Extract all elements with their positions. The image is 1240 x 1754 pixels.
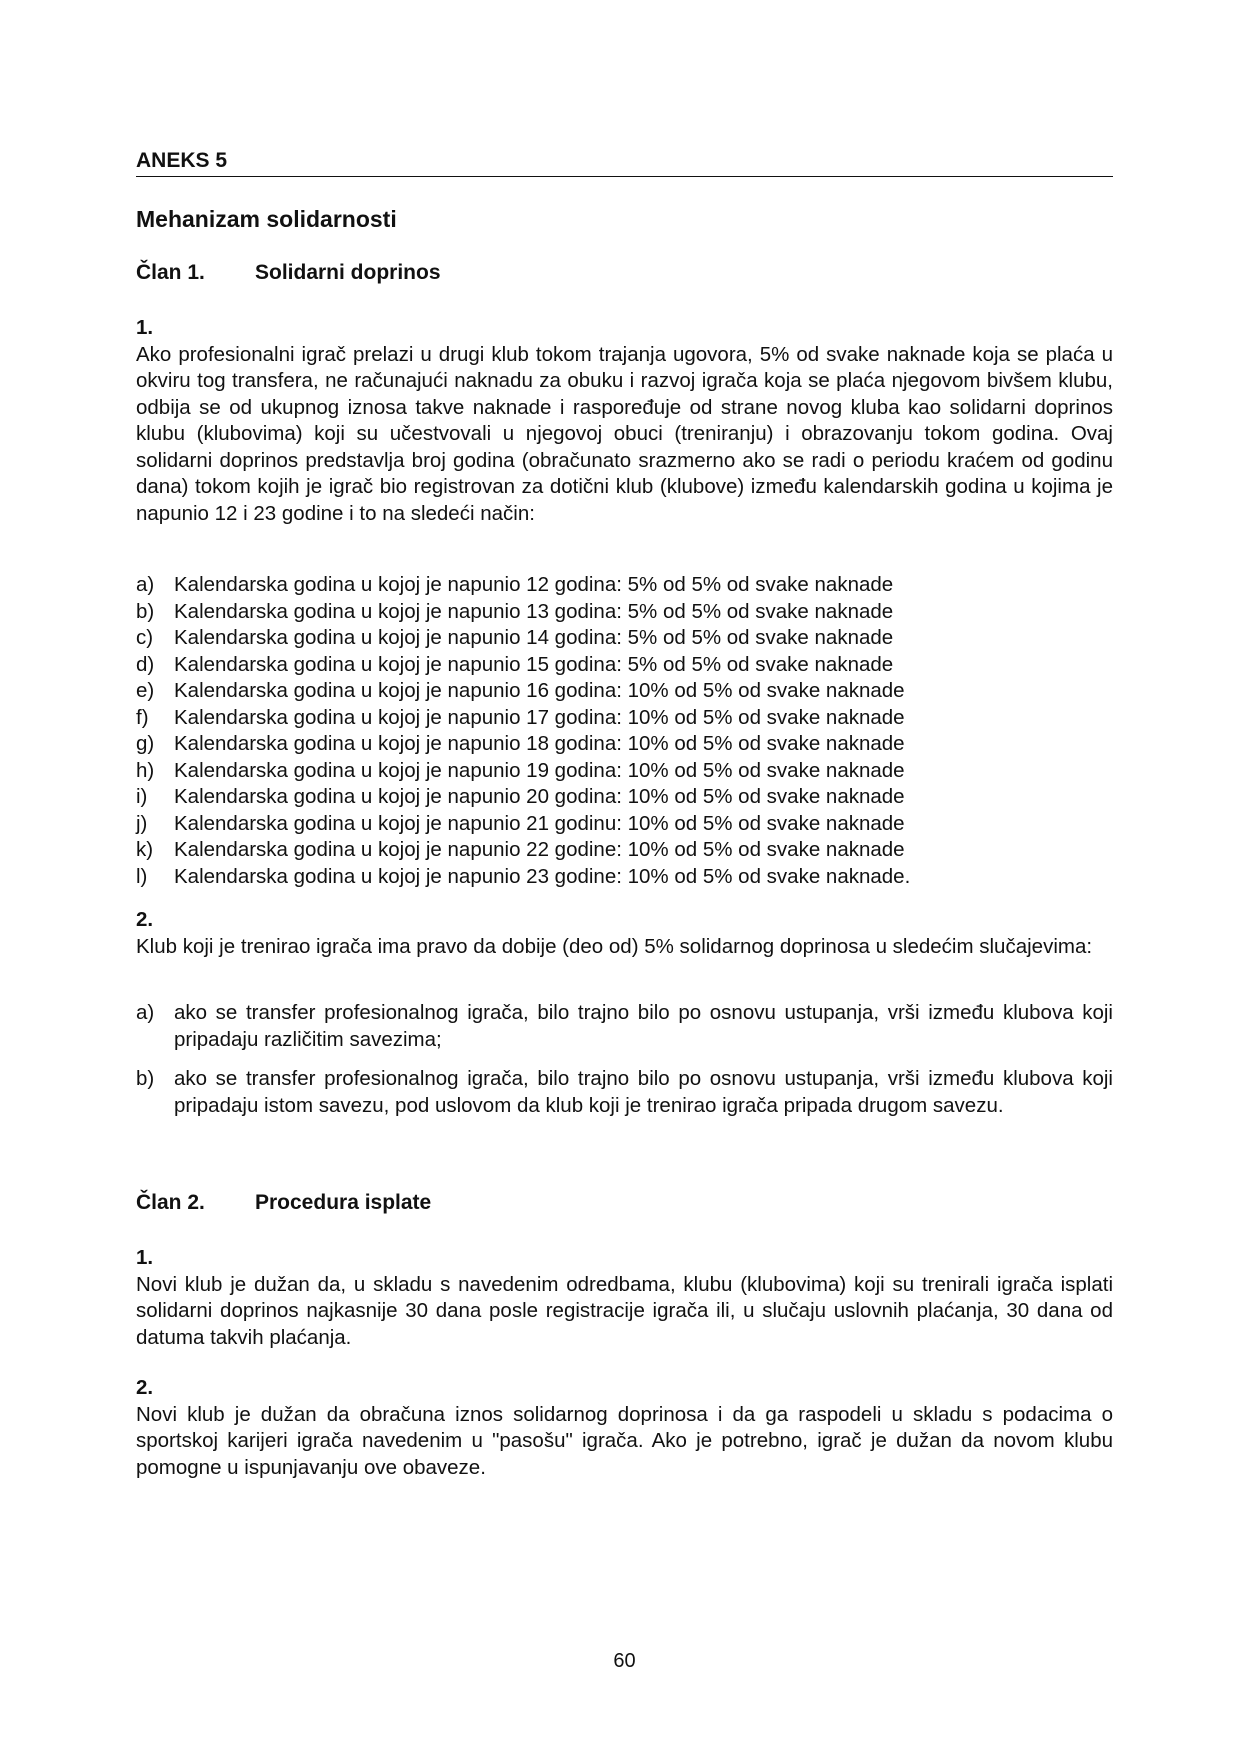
paragraph-number: 2. — [136, 908, 154, 931]
list-item — [136, 731, 1113, 758]
list-item-text: Kalendarska godina u kojoj je napunio 21 godinu: 10% od 5% od svake naknade — [174, 811, 905, 835]
list-item-text: ako se transfer profesionalnog igrača, bilo trajno bilo po osnovu ustupanja, vrši između klubova koji pripadaju istom savezu, pod uslovom da klub koji je trenirao igrača pripada drugom savezu. — [174, 1067, 1113, 1117]
article-2-number: Član 2. — [136, 1191, 205, 1214]
list-marker: k) — [136, 838, 154, 861]
list-marker: a) — [136, 573, 155, 596]
list-item — [136, 1066, 1113, 1119]
article-2-paragraph-1 — [136, 1245, 1113, 1351]
list-item-text: Kalendarska godina u kojoj je napunio 18 godina: 10% od 5% od svake naknade — [174, 732, 905, 755]
list-item-text: Kalendarska godina u kojoj je napunio 14 godina: 5% od 5% od svake naknade — [174, 626, 894, 649]
list-item-text: Kalendarska godina u kojoj je napunio 23 godine: 10% od 5% od svake naknade. — [174, 864, 911, 888]
list-item — [136, 811, 1113, 838]
article-1-paragraph-1 — [136, 315, 1113, 527]
paragraph-text: Ako profesionalni igrač prelazi u drugi klub tokom trajanja ugovora, 5% od svake naknade koja se plaća u okviru tog transfera, ne računajući naknadu za obuku i razvoj igrača koja se plaća njegovom bivšem klubu, odbija se od ukupnog iznosa takve naknade i raspoređuje od strane novog kluba kao solidarni doprinos klubu (klubovima) koji su učestvovali u njegovoj obuci (treniranju) i obrazovanju tokom godina. Ovaj solidarni doprinos predstavlja broj godina (obračunato srazmerno ako se radi o periodu kraćem od godinu dana) tokom kojih je igrač bio registrovan za dotični klub (klubove) između kalendarskih godina u kojima je napunio 12 i 23 godine i to na sledeći način: — [136, 342, 1113, 525]
list-item-text: ako se transfer profesionalnog igrača, bilo trajno bilo po osnovu ustupanja, vrši između klubova koji pripadaju različitim savezima; — [174, 1001, 1113, 1051]
list-item — [136, 784, 1113, 811]
list-item-text: Kalendarska godina u kojoj je napunio 20 godina: 10% od 5% od svake naknade — [174, 785, 905, 808]
list-item — [136, 652, 1113, 679]
list-item — [136, 678, 1113, 705]
list-marker: h) — [136, 758, 155, 782]
list-marker: g) — [136, 732, 155, 755]
list-item — [136, 1000, 1113, 1053]
list-marker: f) — [136, 705, 149, 729]
list-item — [136, 572, 1113, 599]
list-item-text: Kalendarska godina u kojoj je napunio 19 godina: 10% od 5% od svake naknade — [174, 758, 905, 782]
article-1-heading — [136, 260, 441, 286]
list-item — [136, 864, 1113, 891]
list-item-text: Kalendarska godina u kojoj je napunio 13 godina: 5% od 5% od svake naknade — [174, 599, 894, 623]
paragraph-number: 2. — [136, 1376, 154, 1399]
article-2-heading — [136, 1190, 431, 1216]
list-item-text: Kalendarska godina u kojoj je napunio 15 godina: 5% od 5% od svake naknade — [174, 652, 894, 676]
list-item — [136, 599, 1113, 626]
list-marker: i) — [136, 785, 148, 808]
document-title: Mehanizam solidarnosti — [136, 206, 397, 232]
article-1-number: Član 1. — [136, 261, 205, 284]
list-marker: b) — [136, 1067, 155, 1090]
age-percentage-list — [136, 572, 1113, 890]
entitlement-cases-list — [136, 1000, 1113, 1132]
list-marker: c) — [136, 626, 154, 649]
page-number: 60 — [613, 1650, 636, 1672]
paragraph-number: 1. — [136, 1246, 154, 1269]
list-item-text: Kalendarska godina u kojoj je napunio 22 godine: 10% od 5% od svake naknade — [174, 838, 905, 861]
list-marker: a) — [136, 1001, 155, 1024]
paragraph-number: 1. — [136, 316, 154, 339]
list-marker: e) — [136, 679, 155, 702]
article-2-title: Procedura isplate — [255, 1191, 432, 1214]
paragraph-text: Klub koji je trenirao igrača ima pravo da dobije (deo od) 5% solidarnog doprinosa u sledećim slučajevima: — [136, 934, 1093, 958]
list-item — [136, 837, 1113, 864]
list-item — [136, 705, 1113, 732]
paragraph-text: Novi klub je dužan da obračuna iznos solidarnog doprinosa i da ga raspodeli u skladu s podacima o sportskoj karijeri igrača navedenim u "pasošu" igrača. Ako je potrebno, igrač je dužan da novom klubu pomogne u ispunjavanju ove obaveze. — [136, 1402, 1113, 1479]
paragraph-text: Novi klub je dužan da, u skladu s navedenim odredbama, klubu (klubovima) koji su trenirali igrača isplati solidarni doprinos najkasnije 30 dana posle registracije igrača ili, u slučaju uslovnih plaćanja, 30 dana od datuma takvih plaćanja. — [136, 1272, 1113, 1349]
article-1-paragraph-2 — [136, 907, 1113, 960]
list-marker: j) — [136, 811, 148, 835]
article-1-title: Solidarni doprinos — [255, 261, 441, 284]
list-item-text: Kalendarska godina u kojoj je napunio 12 godina: 5% od 5% od svake naknade — [174, 573, 894, 596]
list-marker: b) — [136, 599, 155, 623]
list-item-text: Kalendarska godina u kojoj je napunio 17 godina: 10% od 5% od svake naknade — [174, 705, 905, 729]
list-marker: l) — [136, 864, 148, 888]
list-item-text: Kalendarska godina u kojoj je napunio 16 godina: 10% od 5% od svake naknade — [174, 679, 905, 702]
list-item — [136, 758, 1113, 785]
article-2-paragraph-2 — [136, 1375, 1113, 1481]
list-item — [136, 625, 1113, 652]
annex-heading: ANEKS 5 — [136, 148, 1113, 177]
list-marker: d) — [136, 652, 155, 676]
document-page — [136, 0, 1113, 1754]
